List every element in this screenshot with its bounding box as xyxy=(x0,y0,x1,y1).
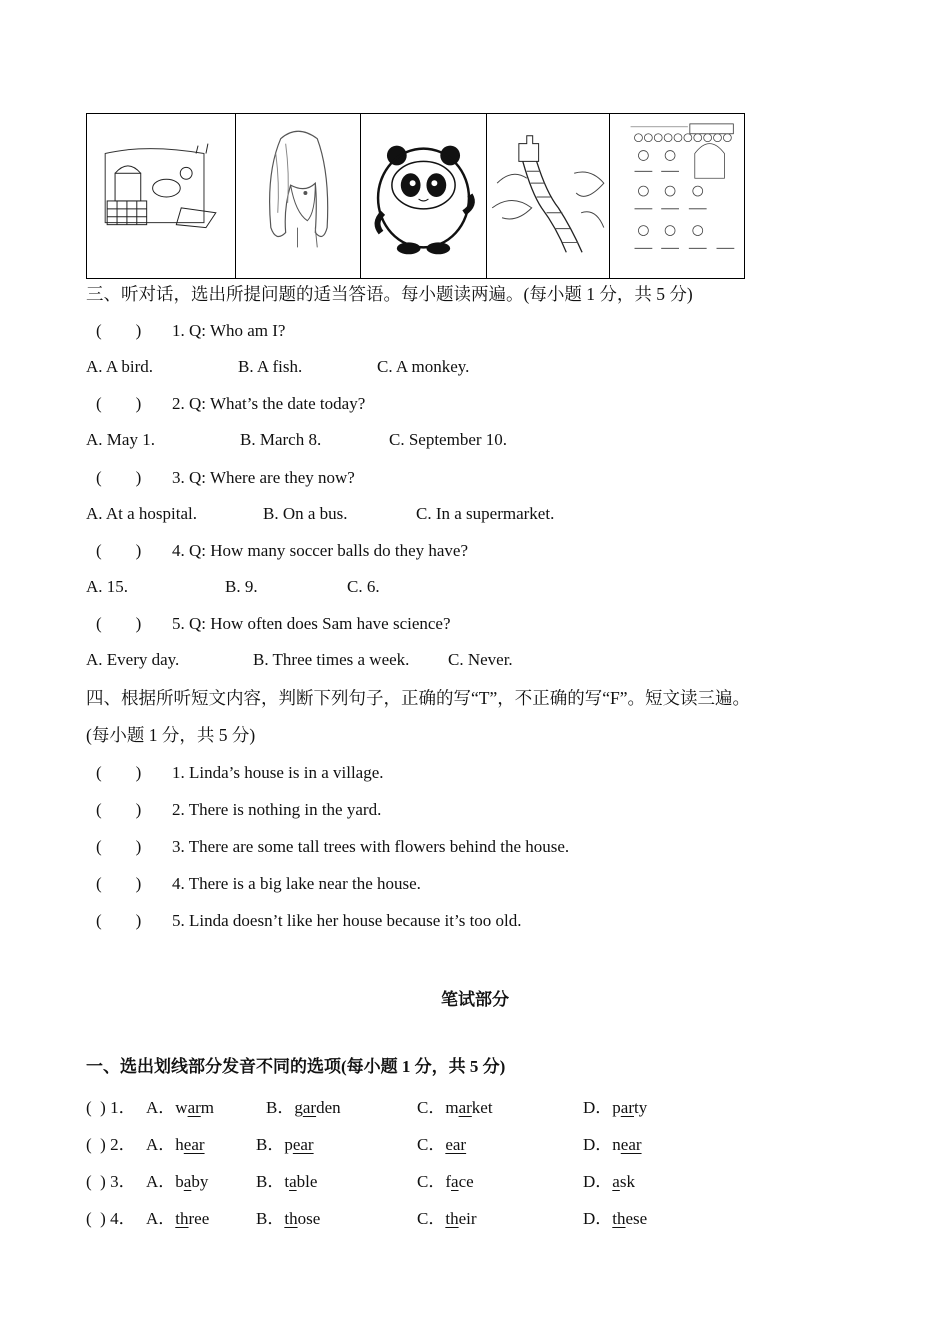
option-a: A. 15. xyxy=(86,577,129,596)
choice-b: B．pear xyxy=(256,1135,314,1154)
choice-a: A．baby xyxy=(146,1172,209,1191)
listening-question xyxy=(86,540,468,562)
choice-d: D．these xyxy=(583,1209,648,1228)
statement-text: 5. Linda doesn’t like her house because it’s too old. xyxy=(172,911,522,930)
answer-blank[interactable]: ( ) xyxy=(96,837,142,856)
true-false-item xyxy=(86,836,569,858)
question-text: 5. Q: How often does Sam have science? xyxy=(172,614,451,633)
choice-a: A．hear xyxy=(146,1135,205,1154)
great-wall-picture xyxy=(487,114,610,278)
option-a: A. At a hospital. xyxy=(86,504,197,523)
choice-c: C．face xyxy=(417,1172,474,1191)
choice-c: C．their xyxy=(417,1209,477,1228)
choice-c: C．ear xyxy=(417,1135,467,1154)
statement-text: 1. Linda’s house is in a village. xyxy=(172,763,384,782)
choice-b: B．those xyxy=(256,1209,321,1228)
answer-blank[interactable]: ( ) xyxy=(96,911,142,930)
option-a: A. A bird. xyxy=(86,357,154,376)
option-c: C. Never. xyxy=(448,650,513,669)
true-false-item xyxy=(86,910,522,932)
option-b: B. On a bus. xyxy=(263,504,348,523)
written-part-title: 笔试部分 xyxy=(441,990,509,1009)
option-c: C. In a supermarket. xyxy=(416,504,555,523)
question-text: 2. Q: What’s the date today? xyxy=(172,394,366,413)
question-text: 4. Q: How many soccer balls do they have? xyxy=(172,541,468,560)
row-number[interactable]: ( ) 2． xyxy=(86,1135,136,1154)
listening-question xyxy=(86,613,451,635)
true-false-item xyxy=(86,762,384,784)
choice-a: A．three xyxy=(146,1209,210,1228)
girl-picture xyxy=(236,114,361,278)
option-c: C. 6. xyxy=(347,577,380,596)
choice-d: D．party xyxy=(583,1098,648,1117)
choice-d: D．near xyxy=(583,1135,642,1154)
option-a: A. Every day. xyxy=(86,650,180,669)
answer-blank[interactable]: ( ) xyxy=(96,874,142,893)
section-4-heading: 四、根据所听短文内容，判断下列句子，正确的写“T”，不正确的写“F”。短文读三遍。 xyxy=(86,688,750,708)
row-number[interactable]: ( ) 4． xyxy=(86,1209,136,1228)
picture-strip xyxy=(86,113,745,279)
option-b: B. March 8. xyxy=(240,430,322,449)
statement-text: 3. There are some tall trees with flowers behind the house. xyxy=(172,837,570,856)
choice-d: D．ask xyxy=(583,1172,635,1191)
section-3-heading: 三、听对话，选出所提问题的适当答语。每小题读两遍。(每小题 1 分，共 5 分) xyxy=(86,284,693,304)
true-false-item xyxy=(86,873,421,895)
row-number[interactable]: ( ) 3． xyxy=(86,1172,136,1191)
choice-c: C．market xyxy=(417,1098,493,1117)
option-c: C. A monkey. xyxy=(377,357,470,376)
part-1-heading: 一、选出划线部分发音不同的选项(每小题 1 分，共 5 分) xyxy=(86,1057,506,1076)
statement-text: 4. There is a big lake near the house. xyxy=(172,874,421,893)
option-b: B. 9. xyxy=(225,577,258,596)
answer-blank[interactable]: ( ) xyxy=(96,541,142,560)
true-false-item xyxy=(86,799,381,821)
answer-blank[interactable]: ( ) xyxy=(96,321,142,340)
choice-a: A．warm xyxy=(146,1098,215,1117)
answer-blank[interactable]: ( ) xyxy=(96,394,142,413)
picnic-picture xyxy=(87,114,236,278)
answer-blank[interactable]: ( ) xyxy=(96,763,142,782)
bing-dwen-dwen-picture xyxy=(361,114,487,278)
choice-b: B．garden xyxy=(266,1098,341,1117)
option-a: A. May 1. xyxy=(86,430,155,449)
option-b: B. Three times a week. xyxy=(253,650,410,669)
option-c: C. September 10. xyxy=(389,430,508,449)
math-worksheet-picture xyxy=(610,114,744,278)
answer-blank[interactable]: ( ) xyxy=(96,614,142,633)
option-b: B. A fish. xyxy=(238,357,303,376)
row-number[interactable]: ( ) 1． xyxy=(86,1098,136,1117)
choice-b: B．table xyxy=(256,1172,318,1191)
listening-question xyxy=(86,393,365,415)
listening-question xyxy=(86,467,355,489)
listening-question xyxy=(86,320,285,342)
section-4-heading-score: (每小题 1 分，共 5 分) xyxy=(86,725,256,745)
question-text: 3. Q: Where are they now? xyxy=(172,468,355,487)
question-text: 1. Q: Who am I? xyxy=(172,321,286,340)
answer-blank[interactable]: ( ) xyxy=(96,800,142,819)
statement-text: 2. There is nothing in the yard. xyxy=(172,800,382,819)
answer-blank[interactable]: ( ) xyxy=(96,468,142,487)
